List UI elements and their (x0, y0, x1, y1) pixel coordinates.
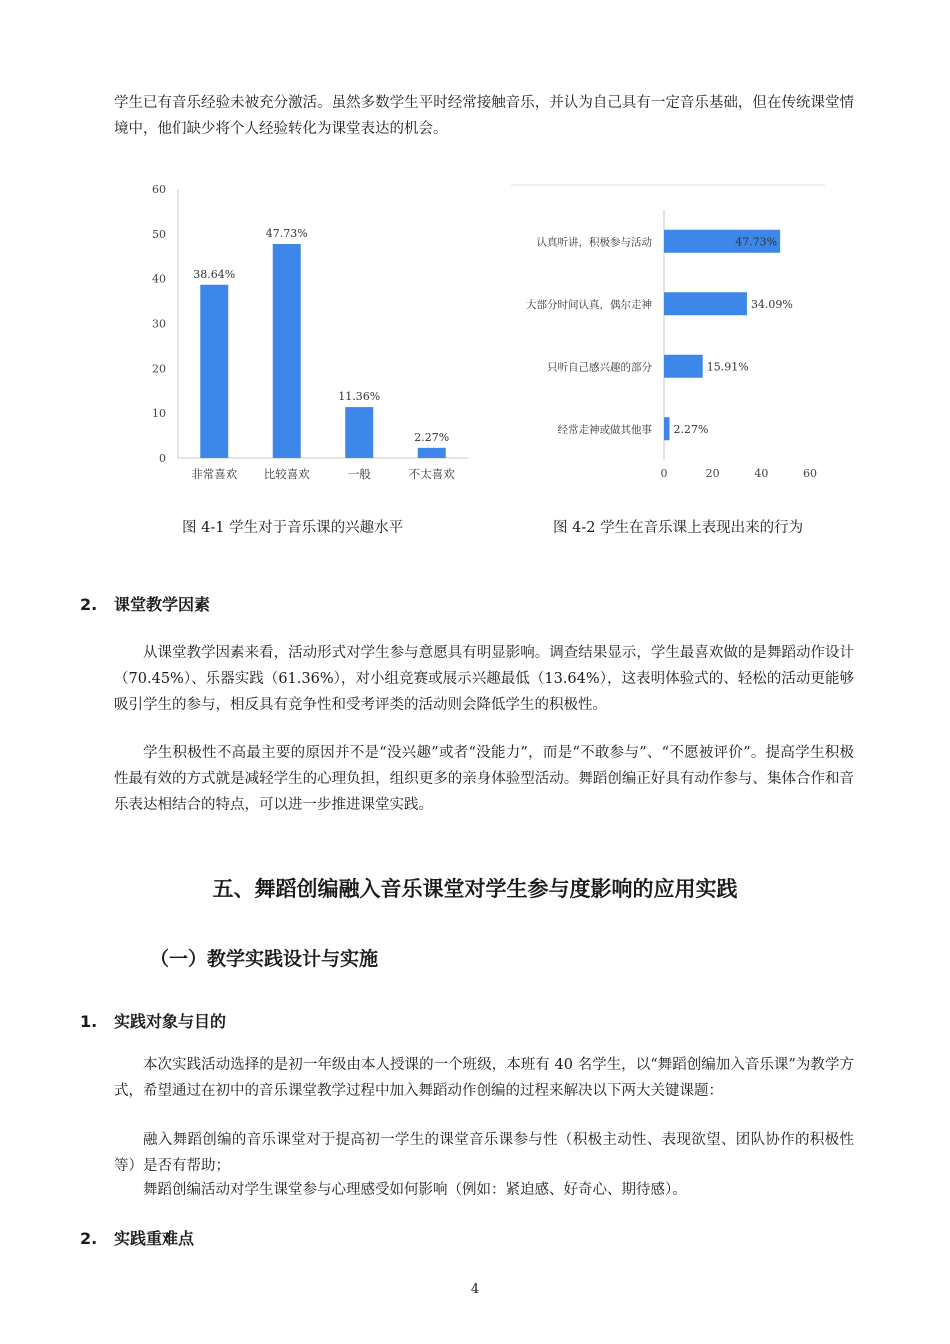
category-label: 大部分时间认真，偶尔走神 (526, 298, 652, 311)
data-label: 15.91% (706, 360, 749, 374)
bar (664, 417, 670, 440)
section-number: 2. (80, 1229, 98, 1248)
x-tick-label: 20 (705, 467, 720, 480)
category-label: 经常走神或做其他事 (557, 423, 652, 436)
section-number: 1. (80, 1012, 98, 1031)
data-label: 47.73% (735, 235, 778, 249)
section-heading-teaching-factors (80, 592, 210, 615)
bar (200, 285, 228, 458)
category-label: 非常喜欢 (191, 467, 238, 481)
y-tick-label: 50 (152, 227, 166, 241)
section-title: 课堂教学因素 (114, 595, 211, 614)
y-tick-label: 20 (152, 362, 166, 376)
category-label: 认真听讲，积极参与活动 (536, 236, 652, 249)
y-tick-label: 0 (159, 452, 166, 465)
x-tick-label: 0 (660, 467, 668, 480)
section-title: 实践对象与目的 (114, 1012, 227, 1031)
paragraph-question-2: 舞蹈创编活动对学生课堂参与心理感受如何影响（例如：紧迫感、好奇心、期待感）。 (143, 1182, 687, 1198)
bar (664, 292, 747, 315)
section-heading-key-points (80, 1226, 194, 1249)
section-heading-practice-object (80, 1009, 226, 1032)
page-number: 4 (470, 1282, 480, 1297)
bar (664, 355, 703, 378)
paragraph-practice-intro: 本次实践活动选择的是初一年级由本人授课的一个班级，本班有 40 名学生，以“舞蹈创编加入音乐课”为教学方式，希望通过在初中的音乐课堂教学过程中加入舞蹈动作创编的过程来解决以下两大关键课题： (114, 1057, 854, 1099)
interest-bar-chart (130, 175, 480, 495)
category-label: 一般 (347, 467, 371, 481)
data-label: 34.09% (750, 297, 793, 311)
data-label: 47.73% (265, 227, 308, 241)
data-label: 2.27% (414, 430, 450, 444)
bar (273, 244, 301, 458)
category-label: 不太喜欢 (408, 467, 455, 481)
figure-caption-2: 图 4-2 学生在音乐课上表现出来的行为 (553, 520, 804, 536)
y-tick-label: 10 (152, 407, 166, 421)
section-title: 实践重难点 (114, 1229, 195, 1248)
bar (418, 448, 446, 458)
chapter-title: 五、舞蹈创编融入音乐课堂对学生参与度影响的应用实践 (212, 877, 738, 901)
y-tick-label: 60 (152, 183, 166, 196)
paragraph-activity-form: 从课堂教学因素来看，活动形式对学生参与意愿具有明显影响。调查结果显示，学生最喜欢做的是舞蹈动作设计（70.45%）、乐器实践（61.36%），对小组竞赛或展示兴趣最低（13.64%），这表明体验式的、轻松的活动更能够吸引学生的参与，相反具有竞争性和受考评类的活动则会降低学生的积极性。 (114, 645, 854, 713)
x-tick-label: 60 (803, 467, 817, 480)
y-tick-label: 40 (152, 272, 166, 286)
y-tick-label: 30 (152, 317, 166, 331)
bar (345, 407, 373, 458)
subsection-title: （一）教学实践设计与实施 (150, 948, 379, 970)
paragraph-question-1: 融入舞蹈创编的音乐课堂对于提高初一学生的课堂音乐课参与性（积极主动性、表现欲望、团队协作的积极性等）是否有帮助； (114, 1132, 854, 1174)
paragraph-motivation: 学生积极性不高最主要的原因并不是“没兴趣”或者“没能力”，而是“不敢参与”、“不愿被评价”。提高学生积极性最有效的方式就是减轻学生的心理负担，组织更多的亲身体验型活动。舞蹈创编正好具有动作参与、集体合作和音乐表达相结合的特点，可以进一步推进课堂实践。 (114, 745, 854, 813)
intro-paragraph: 学生已有音乐经验未被充分激活。虽然多数学生平时经常接触音乐，并认为自己具有一定音乐基础，但在传统课堂情境中，他们缺少将个人经验转化为课堂表达的机会。 (114, 95, 854, 137)
figure-caption-1: 图 4-1 学生对于音乐课的兴趣水平 (182, 520, 404, 536)
behavior-bar-chart (505, 175, 830, 495)
category-label: 比较喜欢 (263, 467, 310, 481)
x-tick-label: 40 (754, 467, 769, 480)
data-label: 2.27% (673, 422, 709, 436)
data-label: 38.64% (193, 267, 236, 281)
data-label: 11.36% (338, 390, 381, 404)
section-number: 2. (80, 595, 98, 614)
category-label: 只听自己感兴趣的部分 (547, 361, 652, 374)
